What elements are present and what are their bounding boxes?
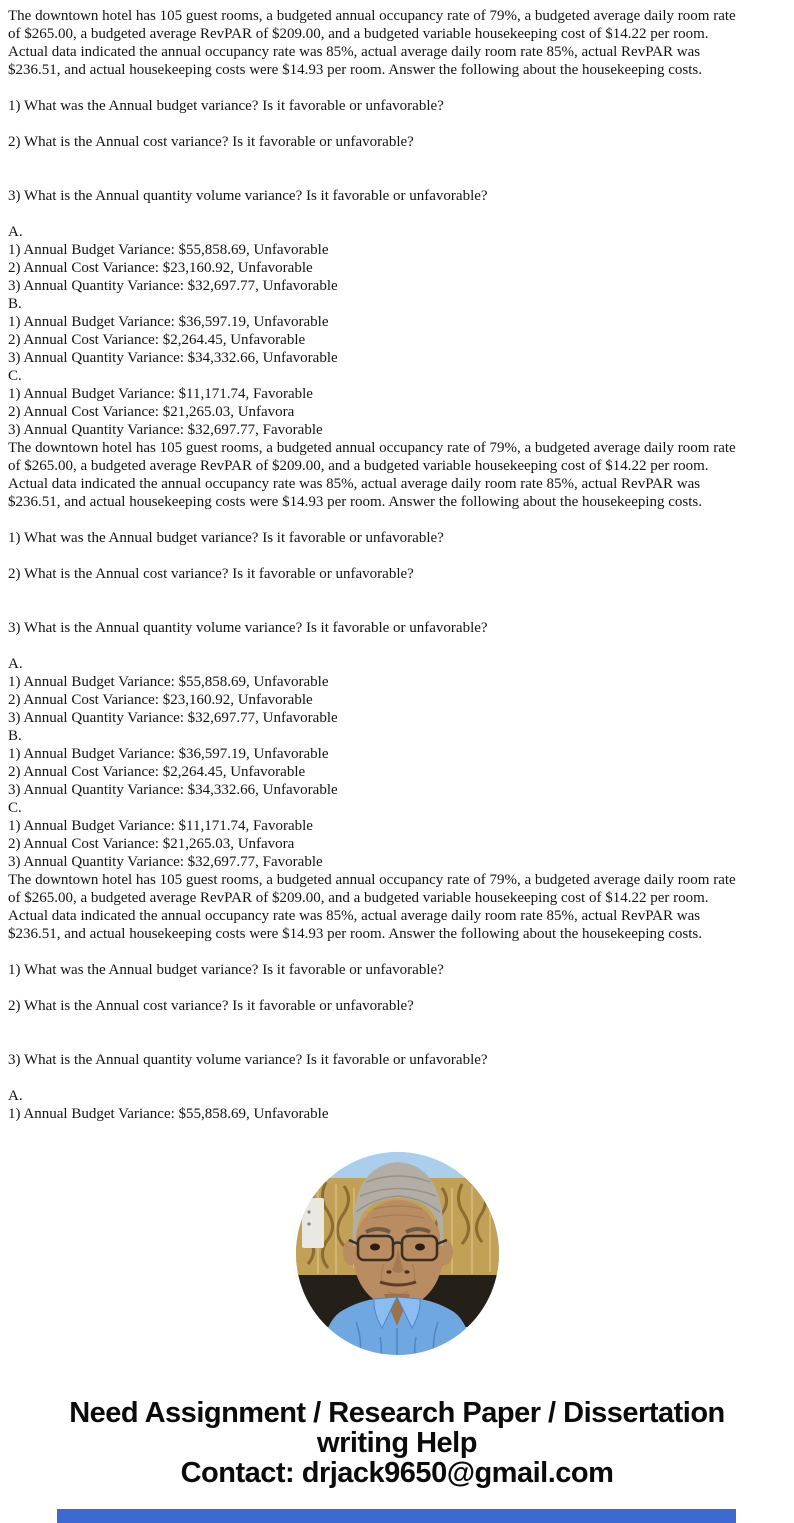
- photo-switch-plate: [302, 1198, 324, 1248]
- text-line: Actual data indicated the annual occupancy rate was 85%, actual average daily room rate 85%, actual RevPAR was: [8, 44, 701, 60]
- presenter-photo: [296, 1152, 499, 1355]
- blank-line: [8, 511, 794, 529]
- text-line: of $265.00, a budgeted average RevPAR of $209.00, and a budgeted variable housekeeping cost of $14.22 per room.: [8, 26, 709, 42]
- text-line: 1) What was the Annual budget variance? Is it favorable or unfavorable?: [8, 530, 444, 546]
- text-line: 1) What was the Annual budget variance? Is it favorable or unfavorable?: [8, 98, 444, 114]
- blank-line: [8, 583, 794, 601]
- text-line: 2) What is the Annual cost variance? Is it favorable or unfavorable?: [8, 566, 414, 582]
- text-line: B.: [8, 728, 22, 744]
- text-line: 1) Annual Budget Variance: $36,597.19, Unfavorable: [8, 746, 329, 762]
- blank-line: [8, 151, 794, 169]
- blank-line: [8, 943, 794, 961]
- promo-contact-line: Contact: drjack9650@gmail.com: [180, 1457, 614, 1489]
- promo-heading-line: Need Assignment / Research Paper / Dissertation: [69, 1397, 725, 1429]
- text-line: The downtown hotel has 105 guest rooms, a budgeted annual occupancy rate of 79%, a budgeted average daily room rate: [8, 440, 736, 456]
- photo-nostril-left: [386, 1270, 391, 1273]
- text-line: of $265.00, a budgeted average RevPAR of $209.00, and a budgeted variable housekeeping cost of $14.22 per room.: [8, 890, 709, 906]
- blank-line: [8, 205, 794, 223]
- text-line: 2) What is the Annual cost variance? Is it favorable or unfavorable?: [8, 998, 414, 1014]
- text-line: $236.51, and actual housekeeping costs were $14.93 per room. Answer the following about the housekeeping costs.: [8, 62, 703, 78]
- blank-line: [8, 115, 794, 133]
- text-line: Actual data indicated the annual occupancy rate was 85%, actual average daily room rate 85%, actual RevPAR was: [8, 476, 701, 492]
- text-line: 2) Annual Cost Variance: $23,160.92, Unfavorable: [8, 692, 313, 708]
- text-line: The downtown hotel has 105 guest rooms, a budgeted annual occupancy rate of 79%, a budgeted average daily room rate: [8, 8, 736, 24]
- blank-line: [8, 547, 794, 565]
- text-line: A.: [8, 656, 23, 672]
- text-line: of $265.00, a budgeted average RevPAR of $209.00, and a budgeted variable housekeeping cost of $14.22 per room.: [8, 458, 709, 474]
- photo-nostril-right: [404, 1270, 409, 1273]
- photo-eye-right: [415, 1244, 425, 1251]
- text-line: 3) What is the Annual quantity volume variance? Is it favorable or unfavorable?: [8, 1052, 488, 1068]
- text-line: 3) Annual Quantity Variance: $32,697.77, Unfavorable: [8, 710, 338, 726]
- text-line: 2) Annual Cost Variance: $21,265.03, Unfavora: [8, 404, 295, 420]
- document-text: [8, 7, 794, 1123]
- blank-line: [8, 1069, 794, 1087]
- text-line: 1) Annual Budget Variance: $55,858.69, Unfavorable: [8, 1106, 329, 1122]
- text-line: 1) Annual Budget Variance: $36,597.19, Unfavorable: [8, 314, 329, 330]
- promo-heading: [0, 1398, 794, 1488]
- text-line: $236.51, and actual housekeeping costs were $14.93 per room. Answer the following about the housekeeping costs.: [8, 494, 703, 510]
- bottom-bar: [57, 1509, 736, 1523]
- text-line: 3) Annual Quantity Variance: $32,697.77, Favorable: [8, 422, 323, 438]
- text-line: B.: [8, 296, 22, 312]
- text-line: 1) Annual Budget Variance: $55,858.69, Unfavorable: [8, 674, 329, 690]
- text-line: C.: [8, 368, 22, 384]
- text-line: 3) What is the Annual quantity volume variance? Is it favorable or unfavorable?: [8, 620, 488, 636]
- text-line: C.: [8, 800, 22, 816]
- text-line: 1) Annual Budget Variance: $11,171.74, Favorable: [8, 386, 313, 402]
- photo-switch-dot: [307, 1222, 310, 1225]
- blank-line: [8, 79, 794, 97]
- blank-line: [8, 1033, 794, 1051]
- text-line: 1) Annual Budget Variance: $55,858.69, Unfavorable: [8, 242, 329, 258]
- blank-line: [8, 601, 794, 619]
- text-line: 2) Annual Cost Variance: $2,264.45, Unfavorable: [8, 764, 306, 780]
- text-line: 2) Annual Cost Variance: $2,264.45, Unfavorable: [8, 332, 306, 348]
- text-line: 2) What is the Annual cost variance? Is it favorable or unfavorable?: [8, 134, 414, 150]
- blank-line: [8, 1015, 794, 1033]
- text-line: Actual data indicated the annual occupancy rate was 85%, actual average daily room rate 85%, actual RevPAR was: [8, 908, 701, 924]
- text-line: The downtown hotel has 105 guest rooms, a budgeted annual occupancy rate of 79%, a budgeted average daily room rate: [8, 872, 736, 888]
- text-line: 3) What is the Annual quantity volume variance? Is it favorable or unfavorable?: [8, 188, 488, 204]
- photo-switch-dot: [307, 1210, 310, 1213]
- promo-heading-line: writing Help: [317, 1427, 477, 1459]
- text-line: 3) Annual Quantity Variance: $32,697.77, Favorable: [8, 854, 323, 870]
- blank-line: [8, 637, 794, 655]
- text-line: 3) Annual Quantity Variance: $32,697.77, Unfavorable: [8, 278, 338, 294]
- photo-eye-left: [370, 1244, 380, 1251]
- text-line: 2) Annual Cost Variance: $21,265.03, Unfavora: [8, 836, 295, 852]
- text-line: 3) Annual Quantity Variance: $34,332.66, Unfavorable: [8, 350, 338, 366]
- text-line: $236.51, and actual housekeeping costs were $14.93 per room. Answer the following about the housekeeping costs.: [8, 926, 703, 942]
- text-line: A.: [8, 1088, 23, 1104]
- presenter-photo-illustration: [296, 1152, 499, 1355]
- text-line: A.: [8, 224, 23, 240]
- text-line: 2) Annual Cost Variance: $23,160.92, Unfavorable: [8, 260, 313, 276]
- text-line: 1) What was the Annual budget variance? Is it favorable or unfavorable?: [8, 962, 444, 978]
- text-line: 3) Annual Quantity Variance: $34,332.66, Unfavorable: [8, 782, 338, 798]
- blank-line: [8, 169, 794, 187]
- text-line: 1) Annual Budget Variance: $11,171.74, Favorable: [8, 818, 313, 834]
- blank-line: [8, 979, 794, 997]
